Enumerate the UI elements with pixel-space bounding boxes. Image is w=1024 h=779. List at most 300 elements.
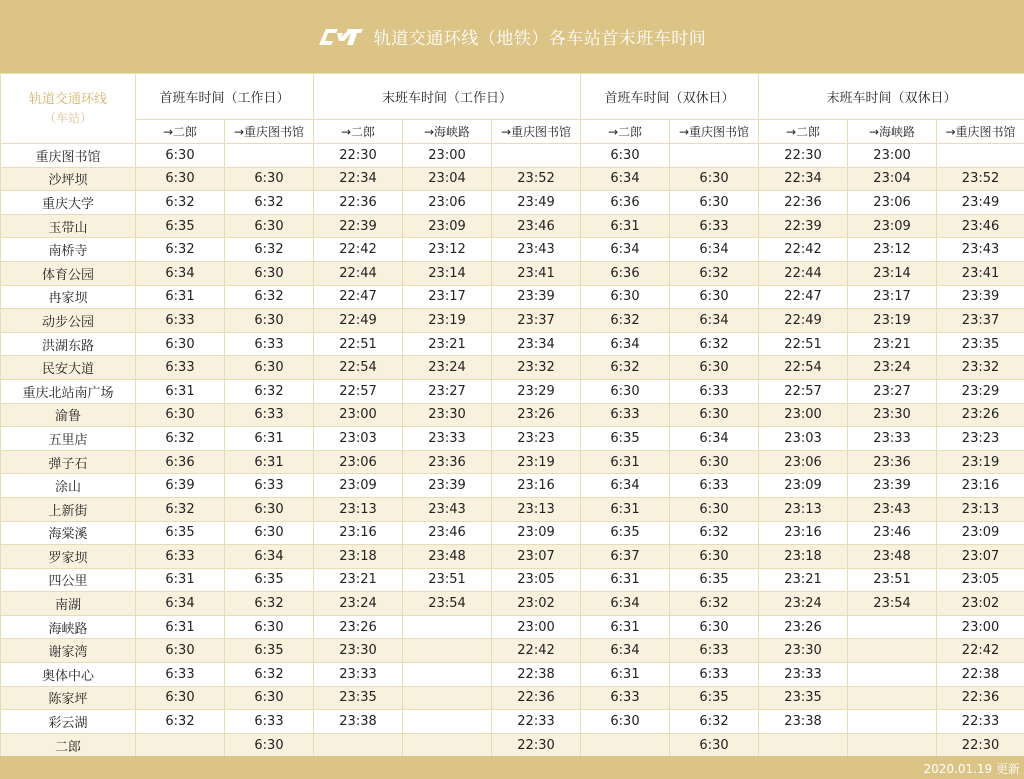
time-cell: 22:42 — [759, 238, 848, 262]
station-name: 冉家坝 — [1, 285, 136, 309]
time-cell: 6:35 — [136, 521, 225, 545]
time-cell: 6:30 — [225, 497, 314, 521]
table-row — [1, 261, 1024, 285]
time-cell: 6:30 — [225, 167, 314, 191]
time-cell: 6:33 — [670, 214, 759, 238]
table-row — [1, 285, 1024, 309]
table-row — [1, 663, 1024, 687]
time-cell: 6:30 — [670, 615, 759, 639]
time-cell: 23:38 — [314, 710, 403, 734]
time-cell: 22:44 — [759, 261, 848, 285]
time-cell: 23:43 — [492, 238, 581, 262]
time-cell — [403, 639, 492, 663]
metro-logo-icon — [318, 28, 364, 46]
time-cell: 23:06 — [848, 191, 937, 215]
time-cell: 6:33 — [670, 663, 759, 687]
time-cell: 22:30 — [492, 733, 581, 757]
time-cell: 6:31 — [581, 663, 670, 687]
table-row — [1, 332, 1024, 356]
time-cell — [848, 733, 937, 757]
time-cell — [225, 144, 314, 168]
time-cell: 22:57 — [759, 379, 848, 403]
table-row — [1, 309, 1024, 333]
direction-header: →重庆图书馆 — [492, 120, 581, 144]
station-name: 渝鲁 — [1, 403, 136, 427]
station-name: 沙坪坝 — [1, 167, 136, 191]
time-cell: 6:34 — [670, 427, 759, 451]
station-name: 玉带山 — [1, 214, 136, 238]
time-cell: 22:33 — [937, 710, 1024, 734]
time-cell: 23:37 — [492, 309, 581, 333]
time-cell: 6:31 — [581, 497, 670, 521]
time-cell: 6:32 — [670, 521, 759, 545]
time-cell: 23:33 — [848, 427, 937, 451]
time-cell: 23:14 — [403, 261, 492, 285]
time-cell: 23:13 — [759, 497, 848, 521]
time-cell: 23:02 — [492, 592, 581, 616]
time-cell: 6:30 — [581, 285, 670, 309]
time-cell: 22:36 — [759, 191, 848, 215]
time-cell: 23:34 — [492, 332, 581, 356]
time-cell: 6:30 — [670, 450, 759, 474]
time-cell — [403, 733, 492, 757]
time-cell: 6:32 — [670, 332, 759, 356]
time-cell: 6:32 — [136, 710, 225, 734]
time-cell — [403, 615, 492, 639]
station-name: 民安大道 — [1, 356, 136, 380]
table-row — [1, 497, 1024, 521]
time-cell — [314, 733, 403, 757]
direction-header: →二郎 — [136, 120, 225, 144]
time-cell: 6:34 — [670, 309, 759, 333]
time-cell: 22:49 — [759, 309, 848, 333]
time-cell: 6:32 — [225, 663, 314, 687]
time-cell: 23:21 — [759, 568, 848, 592]
time-cell: 23:49 — [937, 191, 1024, 215]
time-cell: 23:17 — [848, 285, 937, 309]
time-cell: 6:34 — [581, 167, 670, 191]
time-cell: 23:24 — [314, 592, 403, 616]
station-name: 重庆大学 — [1, 191, 136, 215]
time-cell: 23:32 — [937, 356, 1024, 380]
time-cell: 6:32 — [225, 191, 314, 215]
time-cell: 23:48 — [848, 545, 937, 569]
time-cell: 6:35 — [581, 427, 670, 451]
table-row — [1, 403, 1024, 427]
time-cell: 23:00 — [759, 403, 848, 427]
time-cell: 22:54 — [759, 356, 848, 380]
time-cell: 6:37 — [581, 545, 670, 569]
direction-header: →海峡路 — [403, 120, 492, 144]
time-cell: 23:37 — [937, 309, 1024, 333]
group-header: 首班车时间（工作日） — [136, 74, 314, 120]
time-cell — [759, 733, 848, 757]
time-cell: 23:21 — [403, 332, 492, 356]
time-cell: 22:42 — [937, 639, 1024, 663]
time-cell: 23:05 — [937, 568, 1024, 592]
time-cell: 23:12 — [403, 238, 492, 262]
time-cell: 23:24 — [848, 356, 937, 380]
group-header: 末班车时间（双休日） — [759, 74, 1024, 120]
time-cell: 23:03 — [759, 427, 848, 451]
time-cell: 23:39 — [403, 474, 492, 498]
table-row — [1, 686, 1024, 710]
time-cell: 6:30 — [670, 403, 759, 427]
station-name: 五里店 — [1, 427, 136, 451]
time-cell: 23:43 — [937, 238, 1024, 262]
time-cell: 23:02 — [937, 592, 1024, 616]
time-cell: 6:35 — [225, 568, 314, 592]
time-cell: 23:26 — [937, 403, 1024, 427]
time-cell: 6:30 — [670, 545, 759, 569]
time-cell: 22:30 — [759, 144, 848, 168]
time-cell: 23:32 — [492, 356, 581, 380]
time-cell: 23:43 — [848, 497, 937, 521]
station-name: 南湖 — [1, 592, 136, 616]
time-cell: 23:52 — [937, 167, 1024, 191]
time-cell: 23:16 — [937, 474, 1024, 498]
time-cell: 23:09 — [759, 474, 848, 498]
time-cell: 22:39 — [759, 214, 848, 238]
time-cell: 23:16 — [314, 521, 403, 545]
station-name: 重庆北站南广场 — [1, 379, 136, 403]
time-cell: 23:12 — [848, 238, 937, 262]
time-cell: 23:54 — [848, 592, 937, 616]
table-row — [1, 545, 1024, 569]
time-cell: 22:42 — [492, 639, 581, 663]
station-name: 二郎 — [1, 733, 136, 757]
time-cell: 22:57 — [314, 379, 403, 403]
table-row — [1, 710, 1024, 734]
time-cell — [403, 686, 492, 710]
time-cell: 23:51 — [403, 568, 492, 592]
time-cell: 23:51 — [848, 568, 937, 592]
time-cell: 6:30 — [581, 379, 670, 403]
station-name: 涂山 — [1, 474, 136, 498]
time-cell: 23:46 — [848, 521, 937, 545]
table-row — [1, 592, 1024, 616]
time-cell: 6:30 — [670, 497, 759, 521]
station-name: 上新街 — [1, 497, 136, 521]
time-cell: 22:33 — [492, 710, 581, 734]
time-cell: 6:32 — [225, 285, 314, 309]
station-name: 南桥寺 — [1, 238, 136, 262]
time-cell: 23:06 — [314, 450, 403, 474]
time-cell: 22:34 — [759, 167, 848, 191]
time-cell: 22:30 — [314, 144, 403, 168]
time-cell: 6:31 — [136, 615, 225, 639]
station-name: 洪湖东路 — [1, 332, 136, 356]
time-cell: 23:54 — [403, 592, 492, 616]
time-cell: 6:31 — [581, 214, 670, 238]
time-cell: 6:35 — [225, 639, 314, 663]
station-name: 动步公园 — [1, 309, 136, 333]
direction-header: →二郎 — [581, 120, 670, 144]
time-cell: 6:30 — [136, 332, 225, 356]
time-cell: 23:27 — [848, 379, 937, 403]
time-cell: 6:32 — [581, 356, 670, 380]
table-row — [1, 733, 1024, 757]
time-cell: 6:30 — [225, 733, 314, 757]
time-cell: 23:33 — [314, 663, 403, 687]
time-cell: 23:30 — [848, 403, 937, 427]
station-name: 海棠溪 — [1, 521, 136, 545]
time-cell: 23:00 — [314, 403, 403, 427]
time-cell: 6:34 — [225, 545, 314, 569]
time-cell — [403, 710, 492, 734]
time-cell: 22:30 — [937, 733, 1024, 757]
time-cell: 6:34 — [581, 474, 670, 498]
table-row — [1, 427, 1024, 451]
time-cell: 6:33 — [225, 710, 314, 734]
time-cell: 23:09 — [314, 474, 403, 498]
time-cell: 23:35 — [314, 686, 403, 710]
time-cell: 22:36 — [492, 686, 581, 710]
time-cell: 22:38 — [937, 663, 1024, 687]
time-cell: 23:33 — [403, 427, 492, 451]
time-cell: 6:31 — [581, 615, 670, 639]
time-cell: 23:36 — [403, 450, 492, 474]
time-cell — [848, 639, 937, 663]
time-cell: 6:33 — [581, 403, 670, 427]
time-cell: 6:30 — [581, 144, 670, 168]
time-cell: 6:33 — [136, 663, 225, 687]
time-cell: 6:32 — [670, 261, 759, 285]
time-cell: 6:30 — [670, 285, 759, 309]
time-cell: 6:34 — [581, 332, 670, 356]
time-cell — [670, 144, 759, 168]
time-cell: 6:30 — [136, 686, 225, 710]
time-cell: 6:34 — [581, 639, 670, 663]
time-cell: 23:00 — [848, 144, 937, 168]
time-cell: 6:34 — [581, 238, 670, 262]
time-cell: 22:51 — [759, 332, 848, 356]
time-cell: 22:39 — [314, 214, 403, 238]
page-title: 轨道交通环线（地铁）各车站首末班车时间 — [373, 29, 707, 49]
time-cell: 6:30 — [670, 191, 759, 215]
time-cell: 6:30 — [136, 639, 225, 663]
time-cell: 22:36 — [937, 686, 1024, 710]
time-cell: 6:30 — [581, 710, 670, 734]
time-cell: 23:21 — [314, 568, 403, 592]
time-cell: 23:18 — [759, 545, 848, 569]
time-cell: 23:36 — [848, 450, 937, 474]
time-cell: 23:52 — [492, 167, 581, 191]
time-cell: 6:31 — [581, 568, 670, 592]
table-row — [1, 450, 1024, 474]
table-row — [1, 521, 1024, 545]
time-cell: 23:26 — [492, 403, 581, 427]
time-cell: 23:13 — [937, 497, 1024, 521]
corner-title: 轨道交通环线 — [28, 91, 107, 107]
time-cell — [848, 663, 937, 687]
station-name: 弹子石 — [1, 450, 136, 474]
time-cell: 23:49 — [492, 191, 581, 215]
time-cell: 23:16 — [492, 474, 581, 498]
timetable-panel — [0, 73, 1024, 756]
time-cell: 6:32 — [136, 427, 225, 451]
time-cell: 6:31 — [581, 450, 670, 474]
time-cell: 23:23 — [937, 427, 1024, 451]
station-name: 重庆图书馆 — [1, 144, 136, 168]
time-cell: 6:31 — [136, 285, 225, 309]
time-cell: 23:29 — [492, 379, 581, 403]
time-cell: 23:09 — [403, 214, 492, 238]
time-cell: 22:47 — [314, 285, 403, 309]
station-name: 谢家湾 — [1, 639, 136, 663]
time-cell: 23:29 — [937, 379, 1024, 403]
time-cell: 23:03 — [314, 427, 403, 451]
table-row — [1, 379, 1024, 403]
time-cell — [492, 144, 581, 168]
time-cell: 6:34 — [581, 592, 670, 616]
direction-header: →重庆图书馆 — [670, 120, 759, 144]
time-cell: 6:36 — [581, 191, 670, 215]
time-cell: 6:35 — [136, 214, 225, 238]
time-cell: 23:19 — [492, 450, 581, 474]
time-cell: 23:16 — [759, 521, 848, 545]
time-cell: 22:34 — [314, 167, 403, 191]
time-cell: 23:00 — [403, 144, 492, 168]
time-cell: 23:46 — [937, 214, 1024, 238]
time-cell: 6:30 — [670, 356, 759, 380]
time-cell: 23:26 — [759, 615, 848, 639]
time-cell: 23:24 — [403, 356, 492, 380]
time-cell: 23:13 — [314, 497, 403, 521]
time-cell: 6:35 — [581, 521, 670, 545]
time-cell: 23:41 — [937, 261, 1024, 285]
footer-band — [0, 756, 1024, 779]
time-cell — [848, 615, 937, 639]
time-cell: 23:27 — [403, 379, 492, 403]
time-cell: 6:30 — [670, 733, 759, 757]
time-cell: 23:23 — [492, 427, 581, 451]
time-cell: 23:26 — [314, 615, 403, 639]
time-cell: 23:35 — [759, 686, 848, 710]
station-column-header — [1, 74, 136, 144]
time-cell: 6:34 — [136, 261, 225, 285]
time-cell: 22:42 — [314, 238, 403, 262]
time-cell: 6:30 — [136, 144, 225, 168]
time-cell — [848, 710, 937, 734]
time-cell: 23:04 — [403, 167, 492, 191]
time-cell — [581, 733, 670, 757]
time-cell: 6:30 — [225, 521, 314, 545]
table-row — [1, 167, 1024, 191]
time-cell: 23:04 — [848, 167, 937, 191]
time-cell: 6:36 — [581, 261, 670, 285]
time-cell: 6:30 — [225, 686, 314, 710]
time-cell: 23:09 — [848, 214, 937, 238]
time-cell: 22:36 — [314, 191, 403, 215]
time-cell: 23:43 — [403, 497, 492, 521]
timetable — [0, 73, 1024, 757]
time-cell — [937, 144, 1024, 168]
time-cell: 23:09 — [937, 521, 1024, 545]
station-name: 体育公园 — [1, 261, 136, 285]
time-cell: 6:39 — [136, 474, 225, 498]
time-cell: 6:32 — [136, 497, 225, 521]
time-cell: 6:34 — [670, 238, 759, 262]
time-cell: 23:18 — [314, 545, 403, 569]
time-cell: 6:30 — [670, 167, 759, 191]
time-cell: 22:49 — [314, 309, 403, 333]
time-cell: 23:17 — [403, 285, 492, 309]
time-cell: 6:31 — [225, 450, 314, 474]
station-name: 奥体中心 — [1, 663, 136, 687]
direction-header: →二郎 — [759, 120, 848, 144]
direction-header: →海峡路 — [848, 120, 937, 144]
time-cell: 6:33 — [670, 474, 759, 498]
time-cell: 6:30 — [136, 403, 225, 427]
time-cell: 22:44 — [314, 261, 403, 285]
table-row — [1, 615, 1024, 639]
time-cell: 23:48 — [403, 545, 492, 569]
time-cell: 23:19 — [403, 309, 492, 333]
station-name: 四公里 — [1, 568, 136, 592]
time-cell: 6:32 — [225, 592, 314, 616]
station-name: 彩云湖 — [1, 710, 136, 734]
table-row — [1, 191, 1024, 215]
time-cell: 23:21 — [848, 332, 937, 356]
time-cell: 23:39 — [937, 285, 1024, 309]
time-cell: 6:32 — [225, 379, 314, 403]
time-cell: 22:38 — [492, 663, 581, 687]
time-cell: 23:30 — [314, 639, 403, 663]
time-cell: 23:05 — [492, 568, 581, 592]
time-cell: 6:32 — [225, 238, 314, 262]
station-name: 陈家坪 — [1, 686, 136, 710]
time-cell: 23:38 — [759, 710, 848, 734]
group-header: 首班车时间（双休日） — [581, 74, 759, 120]
time-cell: 23:35 — [937, 332, 1024, 356]
time-cell: 6:31 — [225, 427, 314, 451]
time-cell: 6:33 — [136, 545, 225, 569]
group-header: 末班车时间（工作日） — [314, 74, 581, 120]
time-cell: 23:19 — [937, 450, 1024, 474]
station-name: 罗家坝 — [1, 545, 136, 569]
time-cell: 23:24 — [759, 592, 848, 616]
time-cell: 23:00 — [937, 615, 1024, 639]
table-row — [1, 238, 1024, 262]
time-cell — [136, 733, 225, 757]
time-cell: 6:30 — [225, 356, 314, 380]
time-cell: 6:32 — [136, 238, 225, 262]
time-cell: 6:34 — [136, 592, 225, 616]
time-cell: 6:30 — [225, 309, 314, 333]
time-cell: 23:07 — [492, 545, 581, 569]
time-cell — [403, 663, 492, 687]
table-row — [1, 474, 1024, 498]
time-cell: 23:14 — [848, 261, 937, 285]
time-cell: 22:51 — [314, 332, 403, 356]
station-name: 海峡路 — [1, 615, 136, 639]
time-cell: 23:06 — [403, 191, 492, 215]
time-cell: 6:33 — [225, 332, 314, 356]
time-cell: 6:32 — [670, 592, 759, 616]
time-cell: 6:30 — [225, 214, 314, 238]
time-cell: 6:35 — [670, 686, 759, 710]
time-cell: 23:00 — [492, 615, 581, 639]
time-cell: 23:06 — [759, 450, 848, 474]
time-cell: 6:33 — [670, 639, 759, 663]
time-cell: 22:54 — [314, 356, 403, 380]
time-cell: 6:33 — [136, 309, 225, 333]
time-cell: 23:30 — [759, 639, 848, 663]
direction-header: →重庆图书馆 — [225, 120, 314, 144]
time-cell — [848, 686, 937, 710]
header-band — [0, 0, 1024, 73]
